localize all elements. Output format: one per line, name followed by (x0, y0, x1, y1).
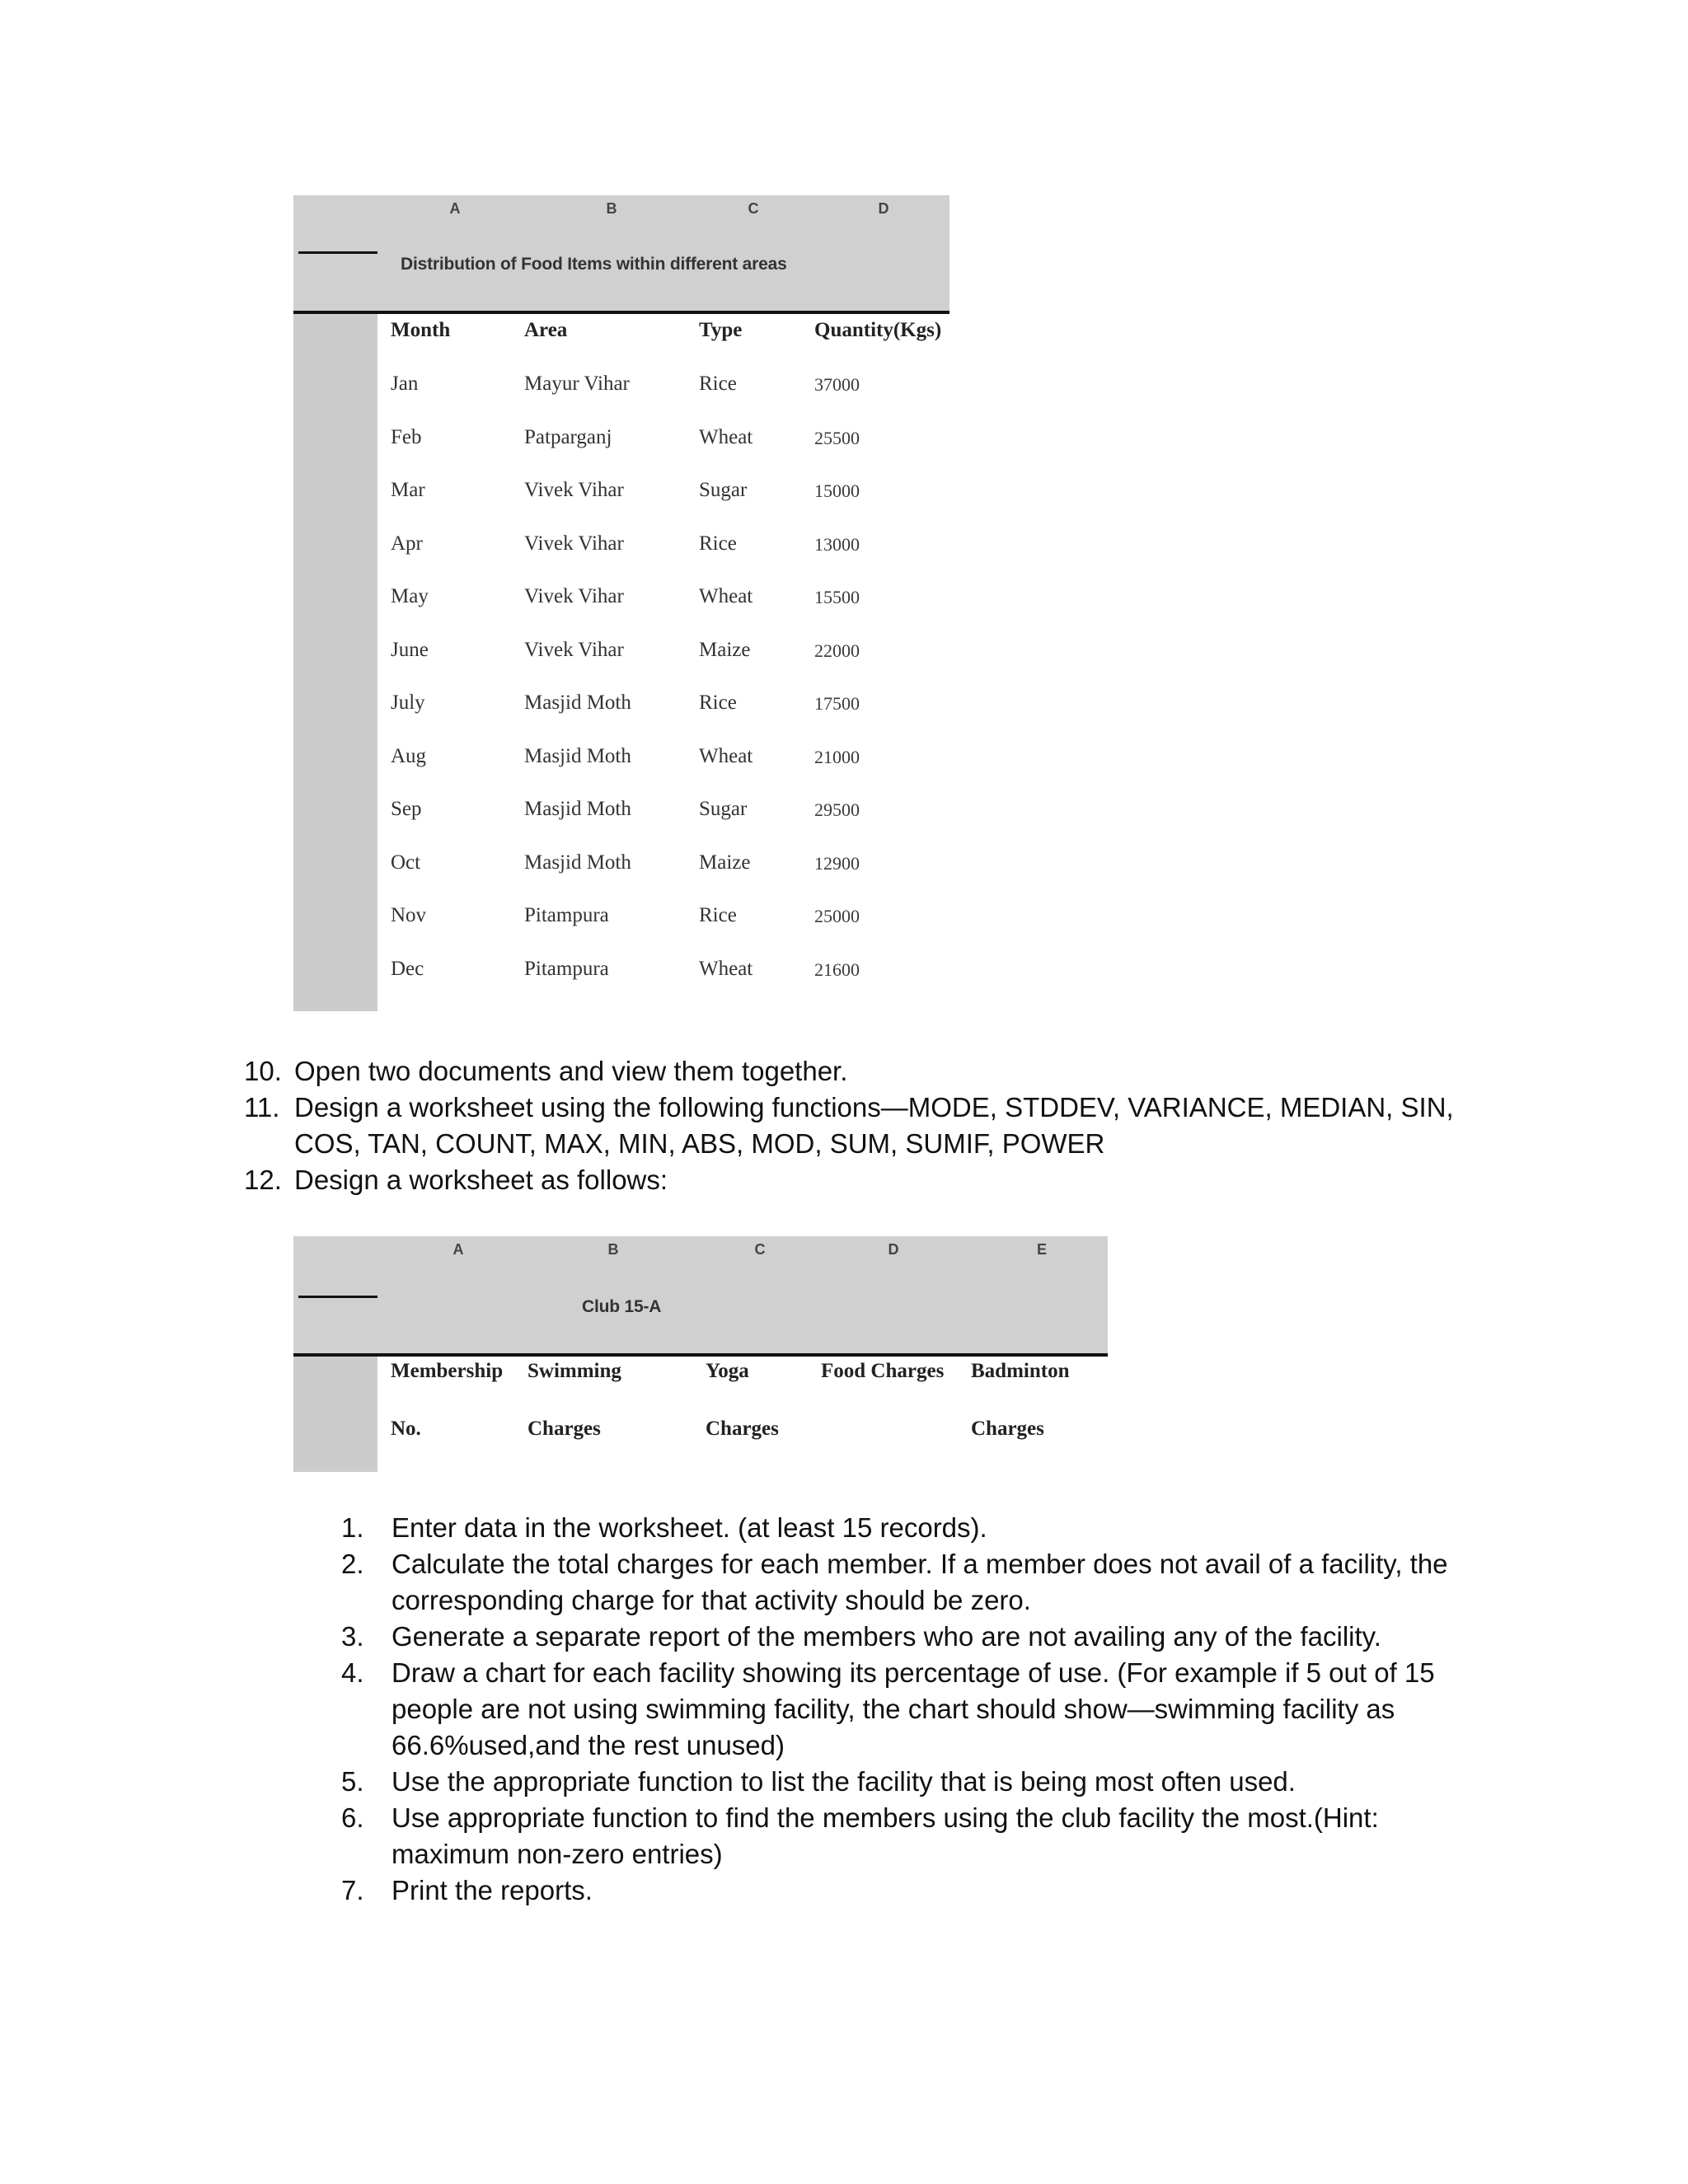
header-membership: Membership (391, 1360, 504, 1382)
cell-month: May (391, 585, 429, 607)
header-band (293, 1236, 1108, 1356)
cell-month: June (391, 638, 429, 661)
cell-type: Maize (699, 638, 751, 661)
cell-quantity: 21600 (814, 958, 860, 980)
task-text: Use the appropriate function to list the facility that is being most often used. (392, 1766, 1296, 1797)
item-number: 11. (244, 1092, 280, 1122)
cell-quantity: 13000 (814, 533, 860, 555)
cell-month: Oct (391, 851, 421, 874)
cell-month: Mar (391, 479, 425, 501)
cell-quantity: 25500 (814, 427, 860, 448)
item-text: Open two documents and view them together. (294, 1056, 848, 1086)
cell-month: Apr (391, 532, 423, 555)
cell-area: Masjid Moth (524, 851, 631, 874)
task-number: 6. (341, 1802, 364, 1833)
header-yoga: Yoga (706, 1360, 749, 1382)
cell-month: Feb (391, 425, 422, 448)
cell-type: Wheat (699, 957, 753, 980)
header-swimming-line2: Charges (528, 1418, 601, 1440)
column-header-b: B (606, 200, 617, 217)
cell-area: Vivek Vihar (524, 532, 624, 555)
food-distribution-worksheet (293, 195, 950, 1011)
column-header-d: D (888, 1241, 899, 1258)
cell-type: Wheat (699, 585, 753, 607)
task-number: 7. (341, 1875, 364, 1905)
task-number: 3. (341, 1621, 364, 1652)
cell-quantity: 15000 (814, 480, 860, 501)
cell-month: July (391, 691, 425, 714)
sheet-title: Distribution of Food Items within different areas (401, 255, 787, 274)
cell-type: Wheat (699, 425, 753, 448)
cell-area: Vivek Vihar (524, 479, 624, 501)
item-text: Design a worksheet as follows: (294, 1165, 668, 1195)
header-rule (293, 1353, 1108, 1357)
cell-area: Masjid Moth (524, 744, 631, 767)
column-header-d: D (878, 200, 889, 217)
row-gutter (293, 1356, 377, 1472)
task-number: 2. (341, 1549, 364, 1579)
cell-quantity: 12900 (814, 852, 860, 874)
cell-quantity: 22000 (814, 640, 860, 661)
cell-area: Vivek Vihar (524, 638, 624, 661)
task-text: Calculate the total charges for each member. If a member does not avail of a facility, the (392, 1549, 1448, 1579)
task-number: 1. (341, 1512, 364, 1543)
cell-type: Sugar (699, 798, 748, 820)
header-quantity: Quantity(Kgs) (814, 319, 942, 341)
cell-month: Aug (391, 744, 427, 767)
task-number: 4. (341, 1657, 364, 1688)
cell-quantity: 21000 (814, 746, 860, 767)
cell-quantity: 25000 (814, 906, 860, 926)
club-worksheet (293, 1236, 1108, 1472)
header-food-charges: Food Charges (821, 1360, 945, 1382)
item-number: 12. (244, 1165, 282, 1195)
cell-area: Pitampura (524, 904, 609, 926)
task-text-continued: corresponding charge for that activity should be zero. (392, 1585, 1031, 1615)
task-text: Use appropriate function to find the members using the club facility the most.(Hint: (392, 1802, 1379, 1833)
item-text-continued: COS, TAN, COUNT, MAX, MIN, ABS, MOD, SUM, SUMIF, POWER (294, 1128, 1105, 1159)
column-header-c: C (748, 200, 759, 217)
task-text: Enter data in the worksheet. (at least 15 records). (392, 1512, 987, 1543)
task-text: Generate a separate report of the members who are not availing any of the facility. (392, 1621, 1381, 1652)
cell-month: Nov (391, 904, 427, 926)
task-text: Print the reports. (392, 1875, 593, 1905)
sheet-title: Club 15-A (582, 1297, 662, 1316)
header-type: Type (699, 319, 743, 341)
cell-area: Pitampura (524, 957, 609, 980)
header-swimming: Swimming (528, 1360, 621, 1382)
cell-month: Jan (391, 373, 419, 395)
column-header-b: B (607, 1241, 619, 1258)
header-month: Month (391, 319, 451, 341)
cell-type: Wheat (699, 744, 753, 767)
task-number: 5. (341, 1766, 364, 1797)
cell-area: Vivek Vihar (524, 585, 624, 607)
header-yoga-line2: Charges (706, 1418, 779, 1440)
cell-quantity: 15500 (814, 587, 860, 607)
header-rule (293, 311, 950, 314)
header-dash (298, 1296, 377, 1298)
cell-type: Sugar (699, 479, 748, 501)
column-header-a: A (449, 200, 461, 217)
cell-type: Rice (699, 691, 737, 714)
cell-type: Rice (699, 904, 737, 926)
cell-quantity: 17500 (814, 693, 860, 714)
task-text-continued: people are not using swimming facility, the chart should show—swimming facility as (392, 1694, 1395, 1724)
item-number: 10. (244, 1056, 282, 1086)
cell-area: Patparganj (524, 425, 612, 448)
header-badminton-line2: Charges (971, 1418, 1044, 1440)
column-header-c: C (754, 1241, 766, 1258)
cell-quantity: 37000 (814, 374, 860, 395)
task-text-continued: maximum non-zero entries) (392, 1839, 723, 1869)
cell-area: Masjid Moth (524, 691, 631, 714)
header-membership-line2: No. (391, 1418, 421, 1440)
cell-area: Mayur Vihar (524, 373, 630, 395)
cell-month: Dec (391, 957, 424, 980)
cell-type: Rice (699, 373, 737, 395)
task-text-continued: 66.6%used,and the rest unused) (392, 1730, 785, 1760)
cell-area: Masjid Moth (524, 798, 631, 820)
item-text: Design a worksheet using the following functions—MODE, STDDEV, VARIANCE, MEDIAN, SIN, (294, 1092, 1454, 1122)
header-area: Area (524, 319, 568, 341)
row-gutter (293, 313, 377, 1011)
header-badminton: Badminton (971, 1360, 1070, 1382)
cell-quantity: 29500 (814, 799, 860, 820)
cell-type: Rice (699, 532, 737, 555)
header-dash (298, 251, 377, 254)
column-header-e: E (1036, 1241, 1048, 1258)
task-text: Draw a chart for each facility showing its percentage of use. (For example if 5 out of 15 (392, 1657, 1435, 1688)
column-header-a: A (452, 1241, 464, 1258)
cell-month: Sep (391, 798, 422, 820)
cell-type: Maize (699, 851, 751, 874)
